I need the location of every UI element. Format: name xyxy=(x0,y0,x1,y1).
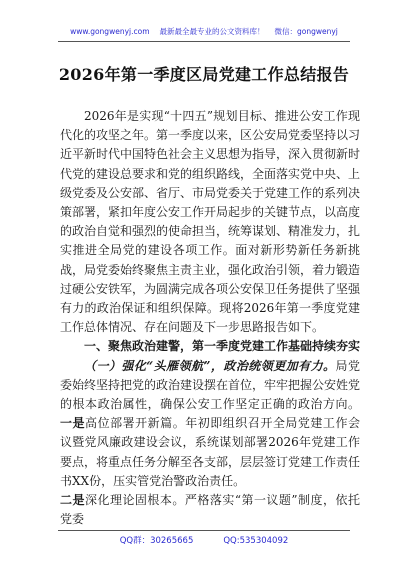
footer-qq: QQ:535304092 xyxy=(223,536,289,546)
header-slogan: 最新最全最专业的公文资料库！ xyxy=(159,27,265,36)
header-site-link[interactable]: www.gongwenyj.com xyxy=(70,27,150,36)
header-wechat: 微信：gongwenyj xyxy=(274,27,338,36)
point-text-1: 高位部署开新篇。年初即组织召开全局党建工作会议暨党风廉政建设会议，系统谋划部署2026年党建工作要点，将重点任务分解至各支部，层层签订党建工作责任书XX份，压实管党治警政治责任。 xyxy=(60,416,361,488)
subsection-paragraph xyxy=(60,357,360,491)
page-footer xyxy=(0,534,408,546)
point-lead-2: 二是 xyxy=(60,493,85,508)
document-title: 2026年第一季度区局党建工作总结报告 xyxy=(58,65,350,84)
footer-divider xyxy=(58,530,350,531)
page-header xyxy=(0,26,408,37)
intro-paragraph: 2026年是实现“十四五”规划目标、推进公安工作现代化的攻坚之年。第一季度以来，区公安局党委坚持以习近平新时代中国特色社会主义思想为指导，深入贯彻新时代党的建设总要求和党的组织路线，全面落实党中央、上级党委及公安部、省厅、市局党委关于党建工作的系列决策部署，紧扣年度公安工作开局起步的关键节点，以高度的政治自觉和强烈的使命担当，统筹谋划、精准发力，扎实推进全局党的建设各项工作。面对新形势新任务新挑战，局党委始终聚焦主责主业，强化政治引领，着力锻造过硬公安铁军，为圆满完成各项公安保卫任务提供了坚强有力的政治保证和组织保障。现将2026年第一季度党建工作总体情况、存在问题及下一步思路报告如下。 xyxy=(60,109,361,335)
subsection-text: 局党委始终坚持把党的政治建设摆在首位，牢牢把握公安姓党的根本政治属性，确保公安工作坚定正确的政治方向。 xyxy=(60,358,361,412)
header-divider xyxy=(58,41,350,42)
point-lead-1: 一是 xyxy=(60,416,86,431)
point-paragraph-2 xyxy=(60,491,360,529)
point-text-2: 深化理论固根本。严格落实“第一议题”制度，依托党委 xyxy=(60,493,360,527)
footer-qq-group: QQ群：30265665 xyxy=(119,536,194,546)
document-body xyxy=(60,107,360,529)
section-heading: 一、聚焦政治建警，第一季度党建工作基础持续夯实 xyxy=(84,339,361,354)
subsection-heading: （一）强化“头雁领航”，政治统领更加有力。 xyxy=(84,358,336,373)
